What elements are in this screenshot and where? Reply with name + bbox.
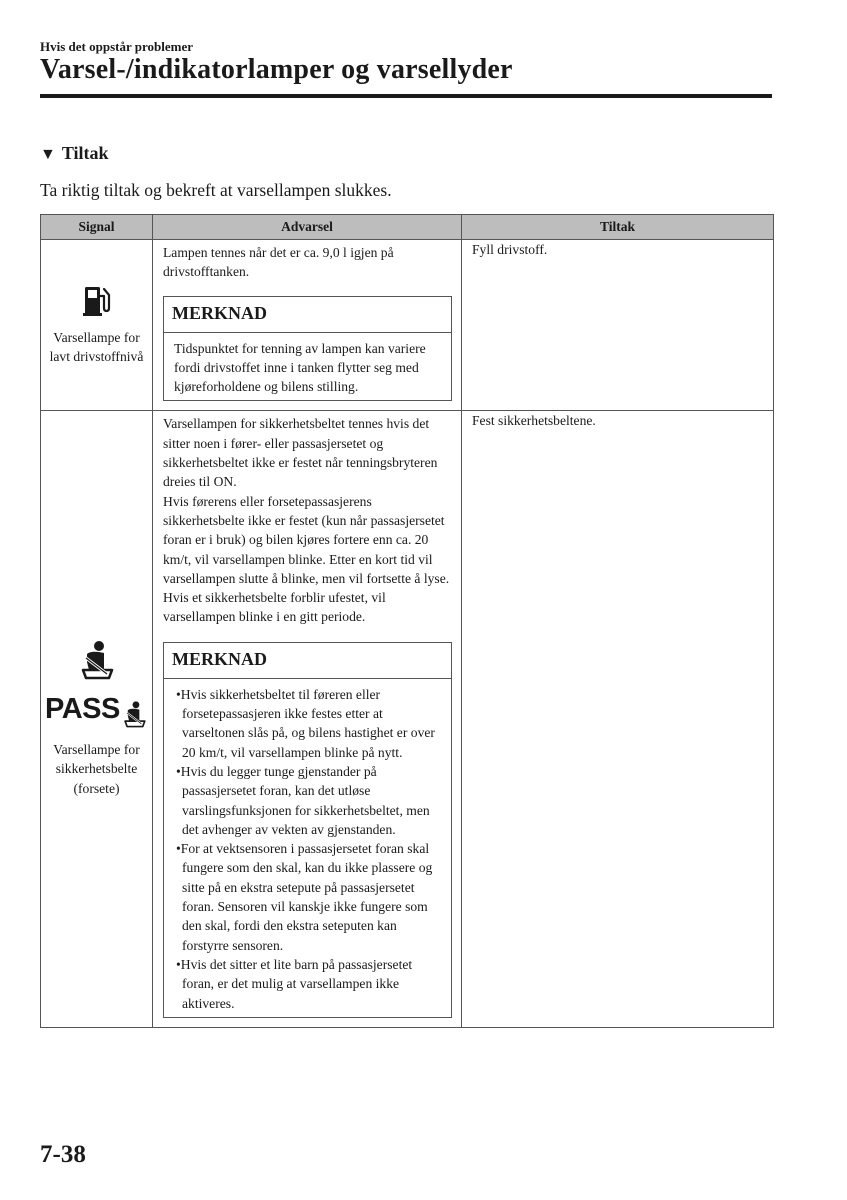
action-cell-fuel: Fyll drivstoff. [462,240,774,411]
subheading [40,143,109,164]
note-text-fuel: Tidspunktet for tenning av lampen kan variere fordi drivstoffet inne i tanken flytter seg med kjøreforholdene og bilens stilling. [164,332,451,401]
warning-table [40,214,774,1028]
signal-label-fuel: Varsellampe for lavt drivstoffnivå [49,329,144,365]
section-label: Hvis det oppstår problemer [40,39,193,54]
seatbelt-icon [77,640,117,682]
note-box-fuel [163,296,452,402]
subheading-text: Tiltak [61,143,109,163]
signal-cell-seatbelt [41,411,153,1027]
column-header-advarsel: Advarsel [153,215,462,240]
warning-text-fuel: Lampen tennes når det er ca. 9,0 l igjen på drivstofftanken. [163,245,394,280]
table-row-fuel [41,240,774,411]
note-list-seatbelt [164,678,451,1017]
fuel-pump-icon [82,284,112,318]
page-number: 7-38 [40,1141,86,1168]
pass-indicator [45,686,148,732]
signal-label-seatbelt: Varsellampe for sikkerhetsbelte (forsete) [53,742,140,796]
seatbelt-icon [121,698,148,732]
warning-cell-fuel [153,240,462,411]
note-title-fuel: MERKNAD [172,302,267,323]
title-rule [40,94,772,98]
intro-text: Ta riktig tiltak og bekreft at varsellampen slukkes. [40,180,392,200]
note-bullet: •For at vektsensoren i passasjersetet foran skal fungere som den skal, kan du ikke plassere og sitte på en ekstra setepute på passasjersetet foran. Sensoren vil kanskje ikke fungere som den skal, fordi den ekstra seteputen kan forstyrre sensoren. [176,841,433,953]
note-bullet: •Hvis sikkerhetsbeltet til føreren eller forsetepassasjeren ikke festes etter at varseltonen slås på, og bilens hastighet er over 20 km/t, vil varsellampen blinke på nytt. [176,686,435,760]
page-title: Varsel-/indikatorlamper og varsellyder [40,54,513,85]
warning-text-seatbelt-2: Hvis førerens eller forsetepassasjerens sikkerhetsbelte ikke er festet (kun når passasjersetet foran er i bruk) og bilen kjøres fortere enn ca. 20 km/t, vil varsellampen blinke. Etter en kort tid vil varsellampen slutte å blinke, men vil fortsette å lyse. Hvis et sikkerhetsbelte forblir ufestet, vil varsellampen blinke i en gitt periode. [163,493,450,625]
note-title-seatbelt: MERKNAD [172,648,267,669]
triangle-down-icon: ▼ [40,146,56,163]
warning-cell-seatbelt [153,411,462,1027]
column-header-tiltak: Tiltak [462,215,774,240]
column-header-signal: Signal [41,215,153,240]
action-cell-seatbelt: Fest sikkerhetsbeltene. [462,411,774,1027]
table-row-seatbelt [41,411,774,1027]
note-box-seatbelt [163,642,452,1018]
signal-cell-fuel [41,240,153,411]
note-bullet: •Hvis du legger tunge gjenstander på passasjersetet foran, kan det utløse varslingsfunksjonen for sikkerhetsbeltet, men det avhenger av vekten av gjenstanden. [176,763,430,837]
warning-text-seatbelt-1: Varsellampen for sikkerhetsbeltet tennes hvis det sitter noen i fører- eller passasjersetet og sikkerhetsbeltet ikke er festet når tenningsbryteren dreies til ON. [163,416,438,490]
table-header-row [41,215,774,240]
note-bullet: •Hvis det sitter et lite barn på passasjersetet foran, er det mulig at varsellampen ikke aktiveres. [176,956,413,1011]
pass-text: PASS [45,693,120,726]
